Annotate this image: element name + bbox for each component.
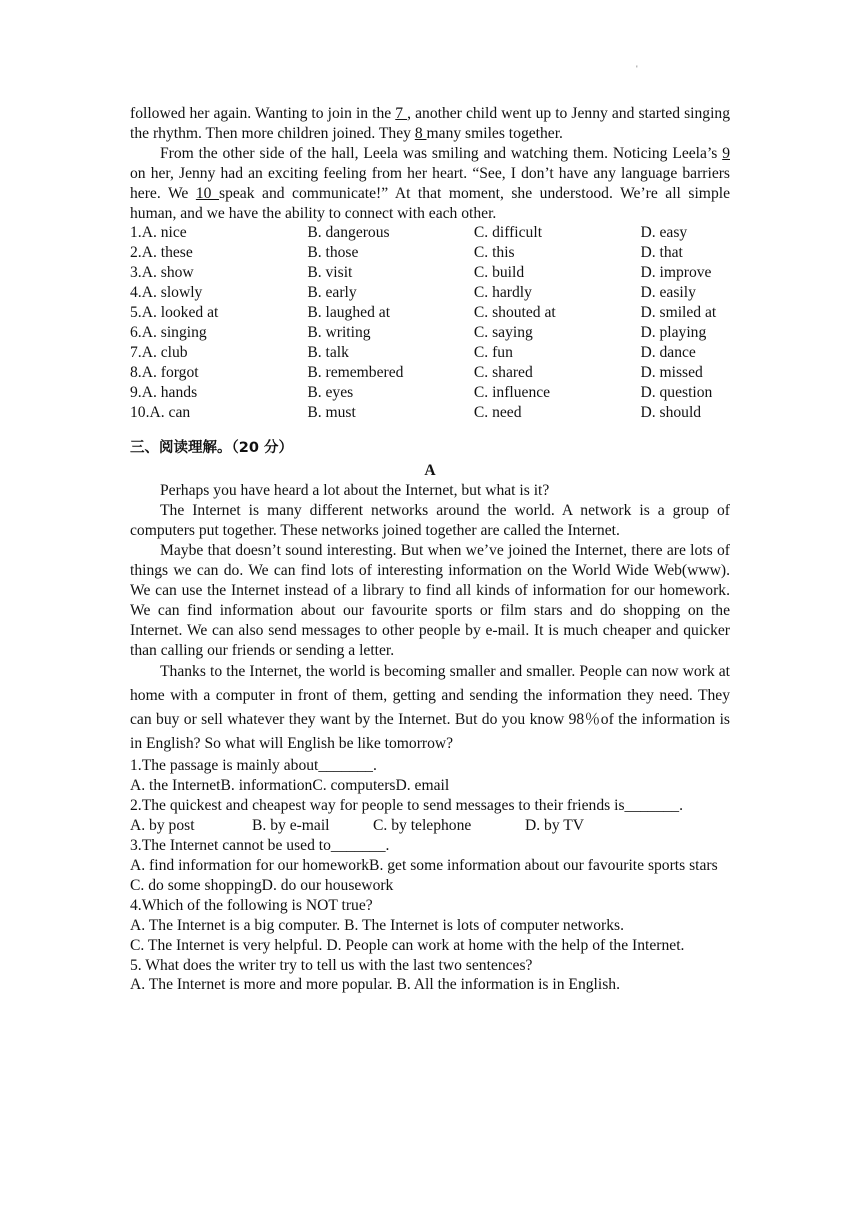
option: C. by telephone (373, 817, 472, 835)
cloze-blank-8: 8 (414, 124, 427, 142)
passage-paragraph-1: Perhaps you have heard a lot about the Internet, but what is it? (160, 482, 550, 500)
question-3-options: A. find information for our homeworkB. get some information about our favourite sports stars (130, 857, 718, 874)
option: B. those (307, 244, 359, 262)
option: 6.A. singing (130, 323, 207, 341)
option: B. visit (307, 264, 353, 282)
passage-paragraph-4: Thanks to the Internet, the world is becoming smaller and smaller. People can now work at home with a computer in front of them, getting and sending the information they need. They can buy or sell whatever they want by the Internet. But do you know 98％of the information is in English? So what will English be like tomorrow? (130, 663, 730, 753)
cloze-paragraph-1 (130, 104, 730, 144)
option-row (130, 263, 730, 283)
option: B. dangerous (307, 224, 390, 242)
cloze-text: , another child went up to Jenny and started singing the rhythm. Then more children joined. They (130, 105, 731, 142)
option: B. eyes (307, 383, 354, 401)
option-row (130, 343, 730, 363)
passage-paragraph-3: Maybe that doesn’t sound interesting. But when we’ve joined the Internet, there are lots of things we can do. We can find lots of interesting information on the World Wide Web(www). We can use the Internet instead of a library to find all kinds of information for our homework. We can find information about our favourite sports or film stars and do shopping on the Internet. We can also send messages to other people by e-mail. It is much cheaper and quicker than calling our friends or sending a letter. (130, 542, 730, 659)
option: D. easily (640, 284, 696, 302)
cloze-text: many smiles together. (426, 124, 563, 142)
option: 2.A. these (130, 244, 193, 262)
option: D. missed (640, 363, 703, 381)
option-row (130, 303, 730, 323)
option: D. smiled at (640, 304, 717, 322)
cloze-text: on her, Jenny had an exciting feeling from her heart. “See, I don’t have any language barriers here. We (130, 164, 730, 202)
option: D. playing (640, 323, 707, 341)
option: B. early (307, 284, 357, 302)
cloze-paragraph-2 (130, 144, 730, 224)
option-row (130, 283, 730, 303)
question-4-options: C. The Internet is very helpful. D. People can work at home with the help of the Internet. (130, 936, 685, 954)
option: B. writing (307, 323, 371, 341)
option: D. easy (640, 224, 688, 242)
option: C. need (473, 403, 522, 421)
option: B. laughed at (307, 304, 391, 322)
cloze-blank-9: 9 (722, 144, 730, 162)
section-title: 三、阅读理解。（20 分） (130, 439, 293, 456)
question-3: 3.The Internet cannot be used to_______. (130, 837, 390, 855)
option: D. by TV (525, 817, 585, 835)
option: 3.A. show (130, 264, 194, 282)
option-row (130, 243, 730, 263)
option: D. question (640, 383, 713, 401)
cloze-options-list (130, 223, 730, 422)
option: 7.A. club (130, 343, 188, 361)
option: C. this (473, 244, 515, 262)
question-5-options: A. The Internet is more and more popular. B. All the information is in English. (130, 976, 620, 994)
question-4-options: A. The Internet is a big computer. B. The Internet is lots of computer networks. (130, 916, 624, 934)
cloze-text: speak and communicate!” At that moment, she understood. We’re all simple human, and we have the ability to connect with each other. (130, 184, 730, 222)
option: 10.A. can (130, 403, 191, 421)
option: B. must (307, 403, 356, 421)
option: D. dance (640, 343, 696, 361)
option: C. shared (473, 363, 533, 381)
option-row (130, 323, 730, 343)
option: D. that (640, 244, 683, 262)
option: A. by post (130, 817, 195, 835)
option: C. difficult (473, 224, 543, 242)
cloze-blank-7: 7 (395, 105, 408, 122)
option-row (130, 223, 730, 243)
option: B. talk (307, 343, 349, 361)
question-1: 1.The passage is mainly about_______. (130, 757, 377, 775)
page-content (130, 104, 730, 995)
option: 4.A. slowly (130, 284, 203, 302)
option: B. remembered (307, 363, 404, 381)
option-row (130, 363, 730, 383)
passage-paragraph-2: The Internet is many different networks around the world. A network is a group of computers put together. These networks joined together are called the Internet. (130, 502, 730, 540)
question-4: 4.Which of the following is NOT true? (130, 896, 373, 914)
option: 5.A. looked at (130, 304, 219, 322)
option: C. influence (473, 383, 551, 401)
option: 8.A. forgot (130, 363, 199, 381)
option-row (130, 383, 730, 403)
option: 9.A. hands (130, 383, 198, 401)
option: C. hardly (473, 284, 532, 302)
option: C. saying (473, 323, 533, 341)
question-3-options: C. do some shoppingD. do our housework (130, 876, 394, 894)
cloze-text: From the other side of the hall, Leela was smiling and watching them. Noticing Leela’s (160, 144, 723, 162)
option: C. shouted at (473, 304, 556, 322)
cloze-blank-10: 10 (195, 184, 219, 202)
question-5: 5. What does the writer try to tell us with the last two sentences? (130, 956, 533, 974)
header-mark: ' (636, 64, 638, 74)
option: C. build (473, 264, 525, 282)
option: D. improve (640, 264, 712, 282)
question-2-options (130, 816, 730, 836)
passage-title: A (424, 462, 436, 480)
option-row (130, 403, 730, 423)
option: 1.A. nice (130, 224, 187, 242)
cloze-text: followed her again. Wanting to join in the (130, 105, 396, 122)
option: B. by e-mail (252, 817, 330, 835)
question-1-options: A. the InternetB. informationC. computersD. email (130, 777, 450, 795)
option: D. should (640, 403, 702, 421)
question-2: 2.The quickest and cheapest way for people to send messages to their friends is_______. (130, 797, 683, 815)
option: C. fun (473, 343, 513, 361)
